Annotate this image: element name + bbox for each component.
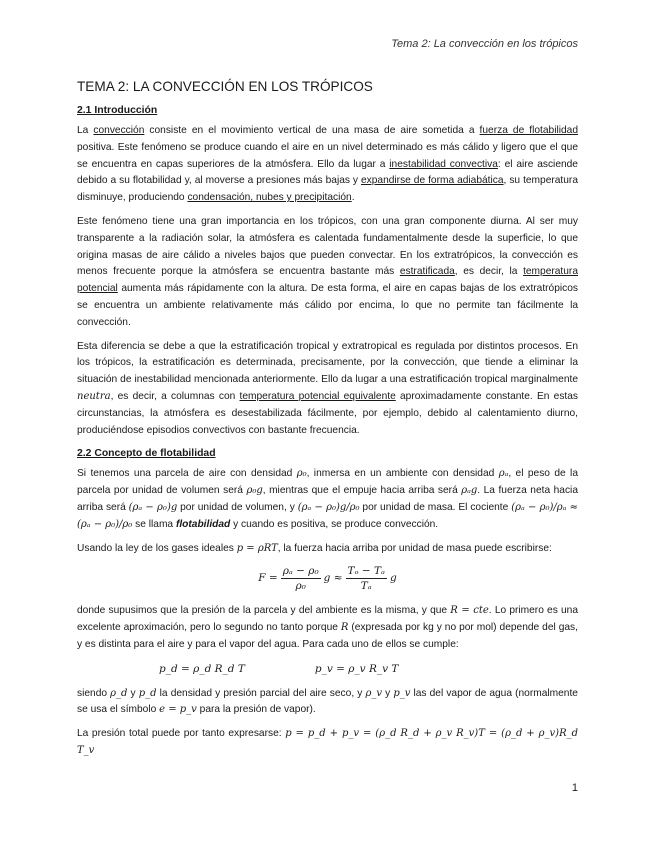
math-inline: ρ_v bbox=[365, 687, 382, 699]
paragraph: La convección consiste en el movimiento vertical de una masa de aire sometida a fuerza de flotabilidad positiva. Este fenómeno se produce cuando el aire en un nivel determinado es más cálido y ligero que el que se encuentra en capas superiores de la atmósfera. Ello da lugar a inestabilidad convectiva: el aire asciende debido a su flotabilidad y, al moverse a presiones más bajas y expandirse de forma adiabática, su temperatura disminuye, produciendo condensación, nubes y precipitación. bbox=[77, 125, 578, 204]
paragraph: donde supusimos que la presión de la parcela y del ambiente es la misma, y que R = cte. Lo primero es una excelente aproximación, pero lo segundo no tanto porque R (expresada por kg y no por mol) depende del gas, y es distinta para el aire y para el vapor del agua. Para cada uno de ellos se cumple: bbox=[77, 605, 579, 650]
paragraph: siendo ρ_d y p_d la densidad y presión parcial del aire seco, y ρ_v y p_v las del vapor de agua (normalmente se usa el símbolo e = p_v para la presión de vapor). bbox=[77, 687, 578, 716]
math-inline: ρ₀g bbox=[246, 485, 263, 497]
running-header: Tema 2: La convección en los trópicos bbox=[391, 38, 578, 50]
paragraph: Este fenómeno tiene una gran importancia en los trópicos, con una gran componente diurna. Al ser muy transparente a la radiación solar, la atmósfera es calentada fundamentalmente desde la superficie, lo que origina masas de aire cálido a niveles bajos que pueden convectar. En los extratrópicos, la convección es menos frecuente porque la atmósfera se encuentra bastante más estratificada, es decir, la temperatura potencial aumenta más rápidamente con la altura. De esta forma, el aire en capas bajas de los extratrópicos se encuentra un ambiente relativamente más cálido por encima, lo que no permite tan fácilmente la convección. bbox=[77, 215, 578, 328]
math-inline: (ρₐ − ρ₀)g bbox=[128, 501, 178, 513]
section-heading-introduccion: 2.1 Introducción bbox=[77, 105, 158, 116]
math-inline: ρₐg bbox=[461, 485, 478, 497]
bold-italic-term: flotabilidad bbox=[175, 518, 231, 530]
math-inline: R = cte bbox=[450, 605, 489, 617]
page-number: 1 bbox=[571, 782, 578, 794]
italic-term: neutra bbox=[77, 390, 111, 402]
underlined-term: temperatura potencial bbox=[77, 266, 578, 295]
paragraph: Si tenemos una parcela de aire con densidad ρ₀, inmersa en un ambiente con densidad ρₐ, el peso de la parcela por unidad de volumen será ρ₀g, mientras que el empuje hacia arriba será ρₐg. La fuerza neta hacia arriba será (ρₐ − ρ₀)g por unidad de volumen, y (ρₐ − ρ₀)g/ρ₀ por unidad de masa. El cociente (ρₐ − ρ₀)/ρₐ ≈ (ρₐ − ρ₀)/ρ₀ se llama flotabilidad y cuando es positiva, se produce convección. bbox=[77, 468, 578, 530]
math-inline: ρ_d bbox=[110, 687, 128, 699]
paragraph: Esta diferencia se debe a que la estratificación tropical y extratropical es regulada por distintos procesos. En los trópicos, la estratificación es determinada, precisamente, por la convección, que tiende a eliminar la situación de inestabilidad mencionada anteriormente. Ello da lugar a una estratificación tropical marginalmente neutra, es decir, a columnas con temperatura potencial equivalente aproximadamente constante. En estas circunstancias, la atmósfera es desestabilizada fácilmente, por ejemplo, debido al calentamiento diurno, produciéndose episodios convectivos con bastante frecuencia. bbox=[77, 340, 578, 436]
paragraph: La presión total puede por tanto expresarse: p = p_d + p_v = (ρ_d R_d + ρ_v R_v)T = (ρ_d + ρ_v)R_d T_v bbox=[77, 728, 578, 756]
section-heading-flotabilidad: 2.2 Concepto de flotabilidad bbox=[77, 448, 216, 460]
underlined-term: expandirse de forma adiabática bbox=[360, 175, 504, 187]
underlined-term: fuerza de flotabilidad bbox=[479, 125, 578, 136]
math-inline: p = p_d + p_v = (ρ_d R_d + ρ_v R_v)T = (ρ_d + ρ_v)R_d T_v bbox=[77, 728, 578, 756]
math-inline: ρₐ bbox=[498, 468, 509, 480]
underlined-term: convección bbox=[93, 125, 145, 136]
math-inline: p = ρRT bbox=[236, 542, 278, 554]
underlined-term: inestabilidad convectiva bbox=[389, 158, 498, 170]
fraction: $\frac{\text{Tₒ − Tₐ}}{\text{Tₐ}}$ bbox=[347, 565, 385, 593]
math-inline: R bbox=[340, 622, 349, 634]
document-body bbox=[77, 78, 578, 767]
fraction: $\frac{\text{ρₐ − ρ₀}}{\text{ρ₀}}$ bbox=[282, 565, 319, 593]
paragraph: Usando la ley de los gases ideales p = ρRT, la fuerza hacia arriba por unidad de masa puede escribirse: bbox=[77, 542, 552, 554]
underlined-term: estratificada bbox=[399, 266, 455, 278]
math-inline: e = p_v bbox=[159, 704, 197, 716]
underlined-term: temperatura potencial equivalente bbox=[239, 390, 396, 402]
underlined-term: condensación, nubes y precipitación bbox=[187, 192, 352, 204]
gas-law-equations bbox=[159, 661, 578, 678]
equation-dry-air: p_d = ρ_d R_d T bbox=[159, 662, 245, 675]
math-inline: p_v bbox=[393, 687, 411, 699]
equation-vapor: p_v = ρ_v R_v T bbox=[314, 662, 399, 675]
math-inline: (ρₐ − ρ₀)/ρₐ ≈ (ρₐ − ρ₀)/ρ₀ bbox=[77, 501, 578, 530]
page-title: TEMA 2: LA CONVECCIÓN EN LOS TRÓPICOS bbox=[77, 79, 373, 94]
math-inline: ρ₀ bbox=[296, 468, 307, 480]
buoyancy-equation: F = $\frac{\text{ρₐ − ρ₀}}{\text{ρ₀}}$ g ≈ $\frac{\text{Tₒ − Tₐ}}{\text{Tₐ}}$ g bbox=[258, 565, 397, 593]
math-inline: (ρₐ − ρ₀)g/ρ₀ bbox=[297, 501, 360, 513]
math-inline: p_d bbox=[138, 687, 157, 699]
